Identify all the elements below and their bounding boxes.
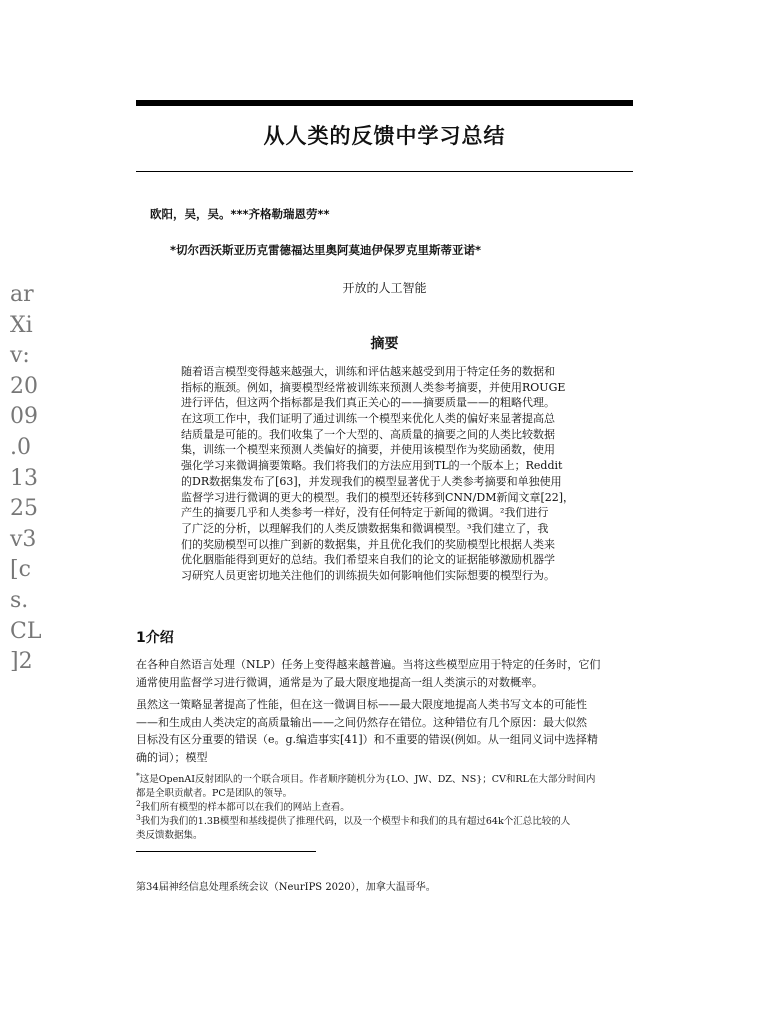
abstract-line: 进行评估，但这两个指标都是我们真正关心的——摘要质量——的粗略代理。 xyxy=(181,396,555,410)
arxiv-stamp-fragment: ar xyxy=(10,282,34,307)
top-rule xyxy=(136,100,633,106)
abstract-line: 了广泛的分析，以理解我们的人类反馈数据集和微调模型。³我们建立了，我 xyxy=(181,521,549,535)
intro-paragraph-1 xyxy=(136,656,633,691)
footnote xyxy=(136,812,633,843)
paragraph-line: 虽然这一策略显著提高了性能，但在这一微调目标——最大限度地提高人类书写文本的可能性 xyxy=(136,698,587,711)
footnote-text: 类反馈数据集。 xyxy=(136,830,203,841)
footnote-line xyxy=(136,787,633,801)
abstract-line: 结质量是可能的。我们收集了一个大型的、高质量的摘要之间的人类比较数据 xyxy=(181,427,555,441)
arxiv-stamp-fragment: v: xyxy=(10,343,30,369)
abstract-line: 集，训练一个模型来预测人类偏好的摘要，并使用该模型作为奖励函数，使用 xyxy=(181,443,555,457)
footnotes xyxy=(136,770,633,843)
intro-paragraph-2 xyxy=(136,696,633,766)
abstract-line: 指标的瓶颈。例如，摘要模型经常被训练来预测人类参考摘要，并使用ROUGE xyxy=(181,380,566,394)
arxiv-stamp-fragment: 20 xyxy=(10,373,38,399)
paragraph-line: 目标没有区分重要的错误（e。g.编造事实[41]）和不重要的错误(例如。从一组同义词中选择精 xyxy=(136,733,598,747)
footnote-rule xyxy=(136,851,316,852)
abstract-body xyxy=(181,364,589,584)
footnote xyxy=(136,798,633,815)
arxiv-stamp-fragment: v3 xyxy=(10,526,37,552)
footnote-line xyxy=(136,812,633,829)
footnote-text: 我们为我们的1.3B模型和基线提供了推理代码，以及一个模型卡和我们的具有超过64k个汇总比较的人 xyxy=(140,816,571,827)
abstract-line: 强化学习来微调摘要策略。我们将我们的方法应用到TL的一个版本上；Reddit xyxy=(181,459,563,473)
arxiv-stamp-fragment: ]2 xyxy=(10,649,33,675)
abstract-line: 在这项工作中，我们证明了通过训练一个模型来优化人类的偏好来显著提高总 xyxy=(181,412,555,426)
footnote xyxy=(136,770,633,801)
footnote-text: 这是OpenAI反射团队的一个联合项目。作者顺序随机分为{LO、JW、DZ、NS}；CV和RL在大部分时间内 xyxy=(139,774,596,785)
arxiv-stamp-fragment: Xi xyxy=(10,312,33,338)
abstract-line: 随着语言模型变得越来越强大，训练和评估越来越受到用于特定任务的数据和 xyxy=(181,365,555,378)
footnote-line xyxy=(136,798,633,815)
arxiv-stamp-fragment: [c xyxy=(10,557,31,583)
section-heading-introduction: 1介绍 xyxy=(136,630,174,646)
arxiv-stamp-fragment: 13 xyxy=(10,465,38,491)
venue-line: 第34届神经信息处理系统会议（NeurIPS 2020），加拿大温哥华。 xyxy=(136,882,436,893)
authors-line-2: *切尔西沃斯亚历克雷德福达里奥阿莫迪伊保罗克里斯蒂亚诺* xyxy=(170,243,482,257)
abstract-line: 优化胭脂能得到更好的总结。我们希望来自我们的论文的证据能够激励机器学 xyxy=(181,553,555,567)
footnote-text: 都是全职贡献者。PC是团队的领导。 xyxy=(136,788,293,799)
arxiv-stamp-fragment: CL xyxy=(10,618,42,644)
abstract-line: 们的奖励模型可以推广到新的数据集，并且优化我们的奖励模型比根据人类来 xyxy=(181,537,555,551)
affiliation: 开放的人工智能 xyxy=(342,281,427,295)
title-rule xyxy=(136,171,633,172)
paragraph-line: 在各种自然语言处理（NLP）任务上变得越来越普遍。当将这些模型应用于特定的任务时，它们 xyxy=(136,658,601,671)
abstract-line: 监督学习进行微调的更大的模型。我们的模型还转移到CNN/DM新闻文章[22]， xyxy=(181,490,575,504)
authors-line-1: 欧阳，吴，吴。***齐格勒瑞恩劳** xyxy=(150,207,330,221)
paragraph-line: 确的词）；模型 xyxy=(136,750,208,764)
footnote-text: 我们所有模型的样本都可以在我们的网站上查看。 xyxy=(140,802,350,813)
paper-title: 从人类的反馈中学习总结 xyxy=(263,124,506,148)
abstract-line: 产生的摘要几乎和人类参考一样好，没有任何特定于新闻的微调。²我们进行 xyxy=(181,506,549,520)
footnote-mark: * xyxy=(136,770,140,780)
paragraph-line: ——和生成由人类决定的高质量输出——之间仍然存在错位。这种错位有几个原因：最大似然 xyxy=(136,715,587,729)
arxiv-stamp-fragment: 25 xyxy=(10,496,38,522)
paragraph-line: 通常使用监督学习进行微调，通常是为了最大限度地提高一组人类演示的对数概率。 xyxy=(136,675,543,689)
footnote-mark: 2 xyxy=(136,798,141,808)
abstract-line: 的DR数据集发布了[63]，并发现我们的模型显著优于人类参考摘要和单独使用 xyxy=(181,474,562,488)
arxiv-stamp xyxy=(10,280,50,678)
footnote-line xyxy=(136,829,633,843)
footnote-mark: 3 xyxy=(136,812,141,822)
footnote-line xyxy=(136,770,633,787)
abstract-line: 习研究人员更密切地关注他们的训练损失如何影响他们实际想要的模型行为。 xyxy=(181,568,555,582)
arxiv-stamp-fragment: s. xyxy=(10,587,29,613)
abstract-heading: 摘要 xyxy=(370,336,399,352)
arxiv-stamp-fragment: 09 xyxy=(10,404,38,430)
arxiv-stamp-fragment: .0 xyxy=(10,434,31,460)
